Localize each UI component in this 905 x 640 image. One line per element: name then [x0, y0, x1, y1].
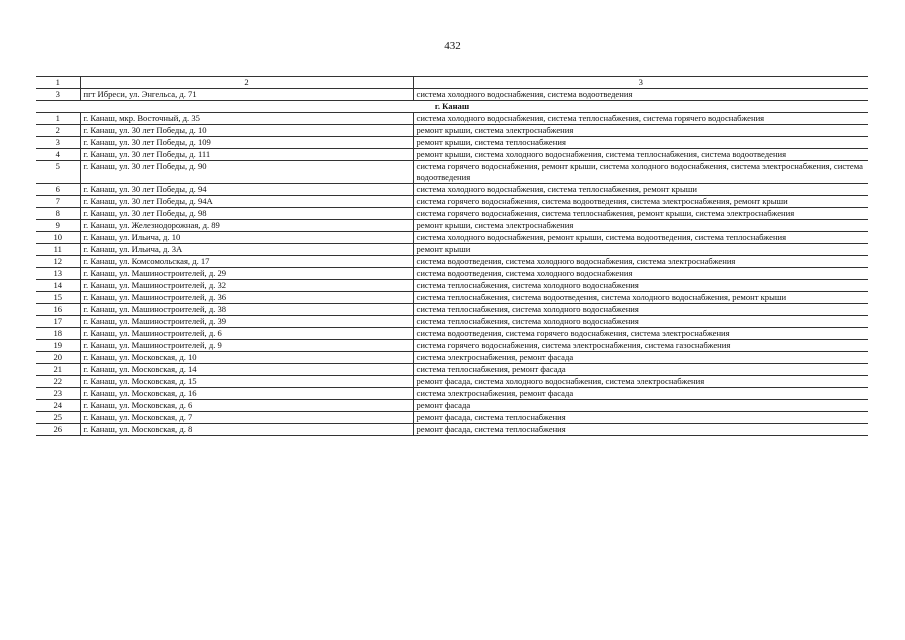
row-number: 20 [36, 352, 80, 364]
row-systems: система водоотведения, система холодного водоснабжения [413, 268, 868, 280]
table-row [36, 364, 868, 376]
header-col-1: 1 [36, 77, 80, 89]
row-systems: система электроснабжения, ремонт фасада [413, 388, 868, 400]
table-row [36, 376, 868, 388]
table-header-row [36, 77, 868, 89]
row-number: 1 [36, 113, 80, 125]
row-number: 15 [36, 292, 80, 304]
table-row [36, 137, 868, 149]
row-number: 19 [36, 340, 80, 352]
row-address: г. Канаш, ул. Железнодорожная, д. 89 [80, 220, 413, 232]
table-row [36, 400, 868, 412]
row-number: 6 [36, 184, 80, 196]
row-systems: ремонт крыши, система электроснабжения [413, 125, 868, 137]
table-row [36, 113, 868, 125]
header-col-3: 3 [413, 77, 868, 89]
row-address: г. Канаш, ул. Московская, д. 6 [80, 400, 413, 412]
table-row [36, 304, 868, 316]
table-row [36, 280, 868, 292]
row-systems: система теплоснабжения, система водоотведения, система холодного водоснабжения, ремонт крыши [413, 292, 868, 304]
table-row [36, 388, 868, 400]
row-address: г. Канаш, ул. 30 лет Победы, д. 10 [80, 125, 413, 137]
row-systems: система холодного водоснабжения, ремонт крыши, система водоотведения, система теплоснабжения [413, 232, 868, 244]
row-systems: система горячего водоснабжения, система теплоснабжения, ремонт крыши, система электроснабжения [413, 208, 868, 220]
row-systems: система холодного водоснабжения, система теплоснабжения, система горячего водоснабжения [413, 113, 868, 125]
row-systems: система теплоснабжения, система холодного водоснабжения [413, 280, 868, 292]
row-number: 10 [36, 232, 80, 244]
table-row [36, 292, 868, 304]
table-row [36, 424, 868, 436]
row-number: 12 [36, 256, 80, 268]
row-number: 16 [36, 304, 80, 316]
row-address: г. Канаш, ул. 30 лет Победы, д. 109 [80, 137, 413, 149]
row-number: 14 [36, 280, 80, 292]
row-address: г. Канаш, ул. Ильича, д. 10 [80, 232, 413, 244]
row-address: г. Канаш, ул. 30 лет Победы, д. 98 [80, 208, 413, 220]
row-address: г. Канаш, ул. Машиностроителей, д. 38 [80, 304, 413, 316]
section-header-row [36, 101, 868, 113]
table-row [36, 316, 868, 328]
row-number: 22 [36, 376, 80, 388]
row-number: 25 [36, 412, 80, 424]
row-address: г. Канаш, ул. Машиностроителей, д. 39 [80, 316, 413, 328]
row-systems: ремонт крыши, система теплоснабжения [413, 137, 868, 149]
table-row [36, 244, 868, 256]
row-number: 2 [36, 125, 80, 137]
row-number: 5 [36, 161, 80, 184]
row-address: г. Канаш, ул. Московская, д. 14 [80, 364, 413, 376]
row-address: г. Канаш, ул. 30 лет Победы, д. 111 [80, 149, 413, 161]
table-row [36, 232, 868, 244]
row-address: г. Канаш, ул. Машиностроителей, д. 36 [80, 292, 413, 304]
row-systems: ремонт крыши, система электроснабжения [413, 220, 868, 232]
row-systems: система водоотведения, система горячего водоснабжения, система электроснабжения [413, 328, 868, 340]
row-systems: система горячего водоснабжения, система водоотведения, система электроснабжения, ремонт крыши [413, 196, 868, 208]
row-systems: система горячего водоснабжения, система электроснабжения, система газоснабжения [413, 340, 868, 352]
row-address: г. Канаш, ул. Московская, д. 10 [80, 352, 413, 364]
row-number: 13 [36, 268, 80, 280]
row-systems: ремонт фасада [413, 400, 868, 412]
row-address: г. Канаш, ул. Московская, д. 7 [80, 412, 413, 424]
row-systems: ремонт фасада, система теплоснабжения [413, 424, 868, 436]
objects-table [36, 76, 868, 436]
row-systems: система электроснабжения, ремонт фасада [413, 352, 868, 364]
table-row [36, 268, 868, 280]
row-number: 26 [36, 424, 80, 436]
row-address: г. Канаш, ул. 30 лет Победы, д. 94 [80, 184, 413, 196]
row-number: 11 [36, 244, 80, 256]
row-systems: система холодного водоснабжения, система теплоснабжения, ремонт крыши [413, 184, 868, 196]
table-row [36, 328, 868, 340]
row-systems: ремонт крыши [413, 244, 868, 256]
row-address: г. Канаш, ул. 30 лет Победы, д. 94А [80, 196, 413, 208]
row-systems: система теплоснабжения, система холодного водоснабжения [413, 304, 868, 316]
table-row [36, 340, 868, 352]
table-row [36, 196, 868, 208]
row-address: пгт Ибреси, ул. Энгельса, д. 71 [80, 89, 413, 101]
row-number: 7 [36, 196, 80, 208]
row-systems: система теплоснабжения, ремонт фасада [413, 364, 868, 376]
row-systems: система теплоснабжения, система холодного водоснабжения [413, 316, 868, 328]
row-systems: система водоотведения, система холодного водоснабжения, система электроснабжения [413, 256, 868, 268]
row-address: г. Канаш, ул. Комсомольская, д. 17 [80, 256, 413, 268]
row-systems: система горячего водоснабжения, ремонт крыши, система холодного водоснабжения, система электроснабжения, система водоотведения [413, 161, 868, 184]
row-address: г. Канаш, ул. Московская, д. 8 [80, 424, 413, 436]
table-row [36, 184, 868, 196]
table-row [36, 352, 868, 364]
row-address: г. Канаш, мкр. Восточный, д. 35 [80, 113, 413, 125]
row-systems: ремонт фасада, система холодного водоснабжения, система электроснабжения [413, 376, 868, 388]
row-address: г. Канаш, ул. Машиностроителей, д. 6 [80, 328, 413, 340]
table-row [36, 220, 868, 232]
table-row [36, 256, 868, 268]
row-number: 3 [36, 137, 80, 149]
row-number: 17 [36, 316, 80, 328]
table-row [36, 125, 868, 137]
table-row [36, 89, 868, 101]
table-row [36, 149, 868, 161]
row-number: 21 [36, 364, 80, 376]
table-row [36, 412, 868, 424]
row-address: г. Канаш, ул. Машиностроителей, д. 32 [80, 280, 413, 292]
row-number: 8 [36, 208, 80, 220]
row-number: 18 [36, 328, 80, 340]
page-number: 432 [444, 40, 461, 52]
section-title: г. Канаш [36, 101, 868, 113]
row-systems: ремонт фасада, система теплоснабжения [413, 412, 868, 424]
row-number: 23 [36, 388, 80, 400]
row-number: 24 [36, 400, 80, 412]
table-row [36, 161, 868, 184]
row-address: г. Канаш, ул. 30 лет Победы, д. 90 [80, 161, 413, 184]
row-systems: ремонт крыши, система холодного водоснабжения, система теплоснабжения, система водоотведения [413, 149, 868, 161]
row-address: г. Канаш, ул. Машиностроителей, д. 29 [80, 268, 413, 280]
row-number: 4 [36, 149, 80, 161]
header-col-2: 2 [80, 77, 413, 89]
row-address: г. Канаш, ул. Ильича, д. 3А [80, 244, 413, 256]
row-number: 9 [36, 220, 80, 232]
row-number: 3 [36, 89, 80, 101]
table-row [36, 208, 868, 220]
row-address: г. Канаш, ул. Московская, д. 15 [80, 376, 413, 388]
row-systems: система холодного водоснабжения, система водоотведения [413, 89, 868, 101]
row-address: г. Канаш, ул. Московская, д. 16 [80, 388, 413, 400]
row-address: г. Канаш, ул. Машиностроителей, д. 9 [80, 340, 413, 352]
